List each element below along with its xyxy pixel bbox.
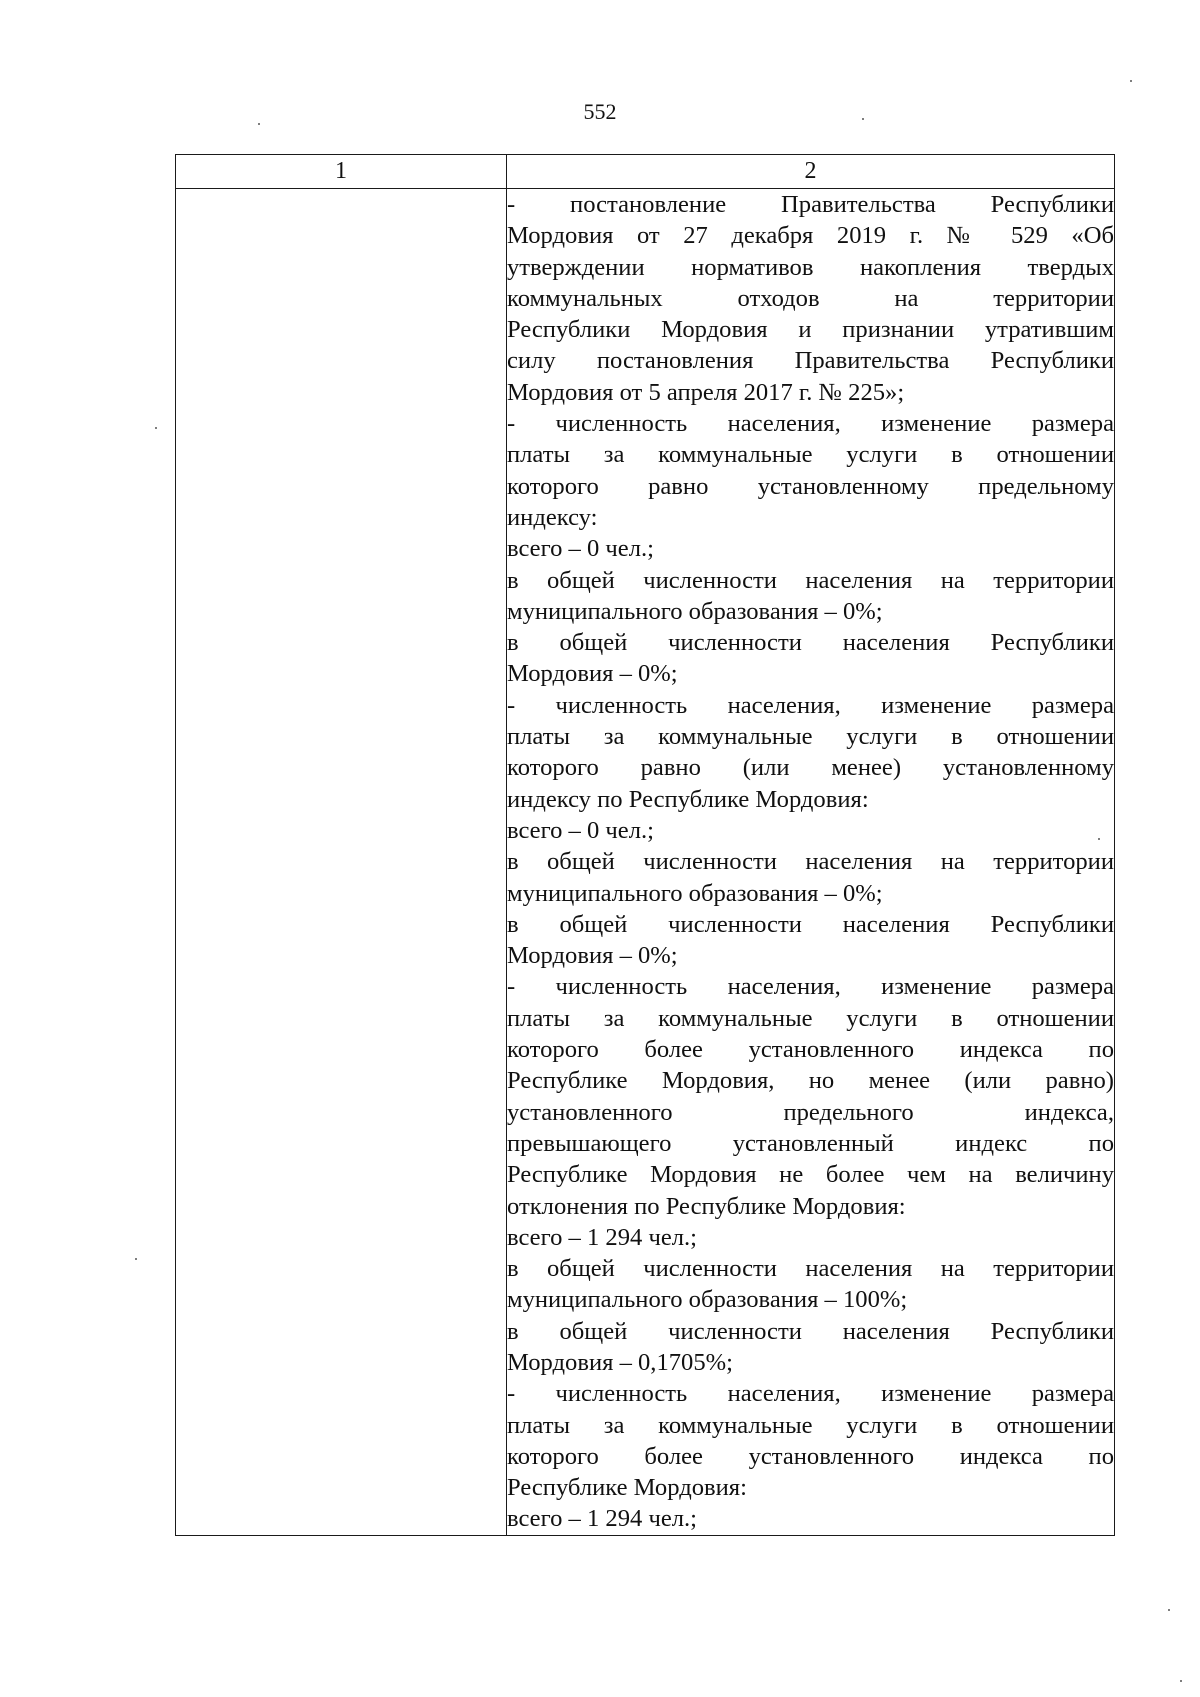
table-cell-right (507, 189, 1115, 1536)
text-line: Республике Мордовия: (507, 1474, 747, 1502)
text-line: - численность населения, изменение размера (507, 1380, 1114, 1408)
column-header-2: 2 (507, 155, 1115, 189)
text-line: Республики Мордовия и признании утратившим (507, 316, 1114, 344)
text-line: Мордовия – 0%; (507, 942, 678, 970)
text-line: индексу: (507, 503, 598, 531)
column-header-1: 1 (176, 155, 507, 189)
text-line: платы за коммунальные услуги в отношении (507, 441, 1114, 469)
text-line: в общей численности населения на территории (507, 566, 1114, 594)
text-line: индексу по Республике Мордовия: (507, 785, 869, 813)
text-line: которого более установленного индекса по (507, 1036, 1114, 1064)
scan-speck (1168, 1609, 1170, 1611)
document-table (175, 154, 1115, 1536)
text-line: всего – 1 294 чел.; (507, 1505, 697, 1533)
scan-speck (135, 1258, 137, 1260)
cell-text-block (507, 189, 1114, 1535)
text-line: коммунальных отходов на территории (507, 284, 1114, 312)
text-line: Мордовия – 0%; (507, 660, 678, 688)
scan-speck (1180, 1680, 1182, 1682)
text-line: которого более установленного индекса по (507, 1442, 1114, 1470)
text-line: Мордовия от 27 декабря 2019 г. № 529 «Об (507, 222, 1114, 250)
text-line: которого равно установленному предельному (507, 472, 1114, 500)
text-line: в общей численности населения на территории (507, 1255, 1114, 1283)
text-line: муниципального образования – 0%; (507, 879, 883, 907)
scan-speck (862, 118, 864, 120)
text-line: утверждении нормативов накопления твердых (507, 253, 1114, 281)
text-line: - численность населения, изменение размера (507, 410, 1114, 438)
text-line: Республике Мордовия, но менее (или равно) (507, 1067, 1114, 1095)
scan-speck (258, 123, 260, 125)
table-header-row (176, 155, 1115, 189)
text-line: - постановление Правительства Республики (507, 191, 1114, 218)
text-line: в общей численности населения Республики (507, 1317, 1114, 1345)
text-line: всего – 0 чел.; (507, 816, 654, 844)
scan-speck (1098, 838, 1100, 840)
text-line: в общей численности населения на территории (507, 848, 1114, 876)
text-line: отклонения по Республике Мордовия: (507, 1192, 906, 1220)
text-line: Мордовия от 5 апреля 2017 г. № 225»; (507, 378, 905, 406)
text-line: - численность населения, изменение размера (507, 691, 1114, 719)
text-line: платы за коммунальные услуги в отношении (507, 1004, 1114, 1032)
text-line: платы за коммунальные услуги в отношении (507, 723, 1114, 751)
text-line: всего – 0 чел.; (507, 535, 654, 563)
text-line: муниципального образования – 100%; (507, 1286, 908, 1314)
scan-speck (1130, 80, 1132, 82)
text-line: Мордовия – 0,1705%; (507, 1348, 733, 1376)
text-line: которого равно (или менее) установленному (507, 754, 1114, 782)
text-line: платы за коммунальные услуги в отношении (507, 1411, 1114, 1439)
text-line: силу постановления Правительства Республики (507, 347, 1114, 375)
text-line: в общей численности населения Республики (507, 629, 1114, 657)
table-row (176, 189, 1115, 1536)
text-line: - численность населения, изменение размера (507, 973, 1114, 1001)
text-line: в общей численности населения Республики (507, 910, 1114, 938)
text-line: Республике Мордовия не более чем на величину (507, 1161, 1114, 1189)
page-number: 552 (583, 99, 617, 124)
text-line: всего – 1 294 чел.; (507, 1223, 697, 1251)
text-line: установленного предельного индекса, (507, 1098, 1114, 1126)
table-cell-left (176, 189, 507, 1536)
text-line: муниципального образования – 0%; (507, 597, 883, 625)
text-line: превышающего установленный индекс по (507, 1129, 1114, 1157)
scan-speck (155, 427, 157, 429)
